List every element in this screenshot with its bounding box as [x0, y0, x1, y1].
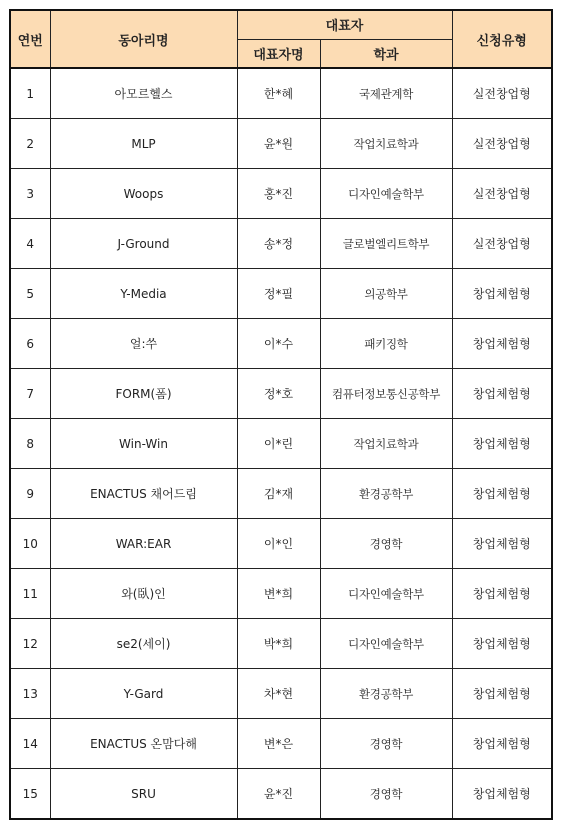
- cell-application-type: 창업체험형: [452, 319, 552, 369]
- cell-department: 작업치료학과: [320, 419, 452, 469]
- table-row: [10, 769, 552, 820]
- table-row: [10, 719, 552, 769]
- table-row: [10, 419, 552, 469]
- cell-club-name: 아모르헬스: [50, 68, 237, 119]
- cell-rep-name: 이*인: [237, 519, 320, 569]
- cell-no: 12: [10, 619, 50, 669]
- cell-club-name: SRU: [50, 769, 237, 820]
- cell-club-name: se2(세이): [50, 619, 237, 669]
- table-row: [10, 369, 552, 419]
- cell-club-name: FORM(폼): [50, 369, 237, 419]
- cell-club-name: WAR:EAR: [50, 519, 237, 569]
- cell-department: 국제관계학: [320, 68, 452, 119]
- cell-department: 디자인예술학부: [320, 619, 452, 669]
- cell-department: 경영학: [320, 719, 452, 769]
- table-row: [10, 169, 552, 219]
- cell-application-type: 창업체험형: [452, 569, 552, 619]
- cell-application-type: 실전창업형: [452, 219, 552, 269]
- cell-rep-name: 박*희: [237, 619, 320, 669]
- cell-rep-name: 변*희: [237, 569, 320, 619]
- cell-rep-name: 송*정: [237, 219, 320, 269]
- cell-application-type: 창업체험형: [452, 469, 552, 519]
- cell-club-name: MLP: [50, 119, 237, 169]
- cell-club-name: J-Ground: [50, 219, 237, 269]
- cell-application-type: 창업체험형: [452, 269, 552, 319]
- cell-no: 1: [10, 68, 50, 119]
- cell-rep-name: 한*혜: [237, 68, 320, 119]
- cell-rep-name: 김*재: [237, 469, 320, 519]
- cell-rep-name: 홍*진: [237, 169, 320, 219]
- table-row: [10, 68, 552, 119]
- cell-club-name: 얼:쑤: [50, 319, 237, 369]
- cell-club-name: 와(臥)인: [50, 569, 237, 619]
- cell-rep-name: 이*수: [237, 319, 320, 369]
- cell-no: 6: [10, 319, 50, 369]
- cell-no: 10: [10, 519, 50, 569]
- cell-no: 11: [10, 569, 50, 619]
- table-row: [10, 669, 552, 719]
- cell-department: 디자인예술학부: [320, 169, 452, 219]
- cell-club-name: Win-Win: [50, 419, 237, 469]
- header-club-name: 동아리명: [50, 10, 237, 68]
- cell-department: 경영학: [320, 519, 452, 569]
- cell-application-type: 창업체험형: [452, 369, 552, 419]
- cell-department: 의공학부: [320, 269, 452, 319]
- cell-application-type: 창업체험형: [452, 419, 552, 469]
- cell-no: 15: [10, 769, 50, 820]
- cell-no: 2: [10, 119, 50, 169]
- cell-department: 작업치료학과: [320, 119, 452, 169]
- header-department: 학과: [320, 39, 452, 68]
- cell-application-type: 실전창업형: [452, 68, 552, 119]
- header-application-type: 신청유형: [452, 10, 552, 68]
- cell-rep-name: 윤*원: [237, 119, 320, 169]
- table-row: [10, 269, 552, 319]
- table-header: [10, 10, 552, 68]
- cell-department: 패키징학: [320, 319, 452, 369]
- cell-department: 환경공학부: [320, 669, 452, 719]
- cell-no: 13: [10, 669, 50, 719]
- table-row: [10, 519, 552, 569]
- cell-department: 디자인예술학부: [320, 569, 452, 619]
- cell-application-type: 실전창업형: [452, 169, 552, 219]
- cell-no: 3: [10, 169, 50, 219]
- cell-department: 글로벌엘리트학부: [320, 219, 452, 269]
- cell-application-type: 창업체험형: [452, 769, 552, 820]
- cell-application-type: 창업체험형: [452, 619, 552, 669]
- cell-department: 경영학: [320, 769, 452, 820]
- table-row: [10, 219, 552, 269]
- cell-no: 4: [10, 219, 50, 269]
- cell-application-type: 창업체험형: [452, 719, 552, 769]
- table-row: [10, 469, 552, 519]
- header-no: 연번: [10, 10, 50, 68]
- cell-club-name: Y-Media: [50, 269, 237, 319]
- cell-rep-name: 윤*진: [237, 769, 320, 820]
- cell-club-name: ENACTUS 온맘다해: [50, 719, 237, 769]
- table-row: [10, 319, 552, 369]
- header-rep-name: 대표자명: [237, 39, 320, 68]
- cell-application-type: 창업체험형: [452, 519, 552, 569]
- cell-no: 5: [10, 269, 50, 319]
- cell-application-type: 실전창업형: [452, 119, 552, 169]
- table-row: [10, 569, 552, 619]
- cell-rep-name: 변*은: [237, 719, 320, 769]
- cell-club-name: Y-Gard: [50, 669, 237, 719]
- cell-no: 9: [10, 469, 50, 519]
- table-body: [10, 68, 552, 819]
- cell-no: 7: [10, 369, 50, 419]
- header-representative: 대표자: [237, 10, 452, 39]
- cell-no: 8: [10, 419, 50, 469]
- cell-department: 환경공학부: [320, 469, 452, 519]
- club-table: [9, 9, 553, 820]
- cell-rep-name: 이*린: [237, 419, 320, 469]
- cell-rep-name: 차*현: [237, 669, 320, 719]
- cell-application-type: 창업체험형: [452, 669, 552, 719]
- table-row: [10, 619, 552, 669]
- cell-rep-name: 정*호: [237, 369, 320, 419]
- cell-club-name: ENACTUS 채어드림: [50, 469, 237, 519]
- table-row: [10, 119, 552, 169]
- cell-department: 컴퓨터정보통신공학부: [320, 369, 452, 419]
- cell-rep-name: 정*필: [237, 269, 320, 319]
- cell-no: 14: [10, 719, 50, 769]
- cell-club-name: Woops: [50, 169, 237, 219]
